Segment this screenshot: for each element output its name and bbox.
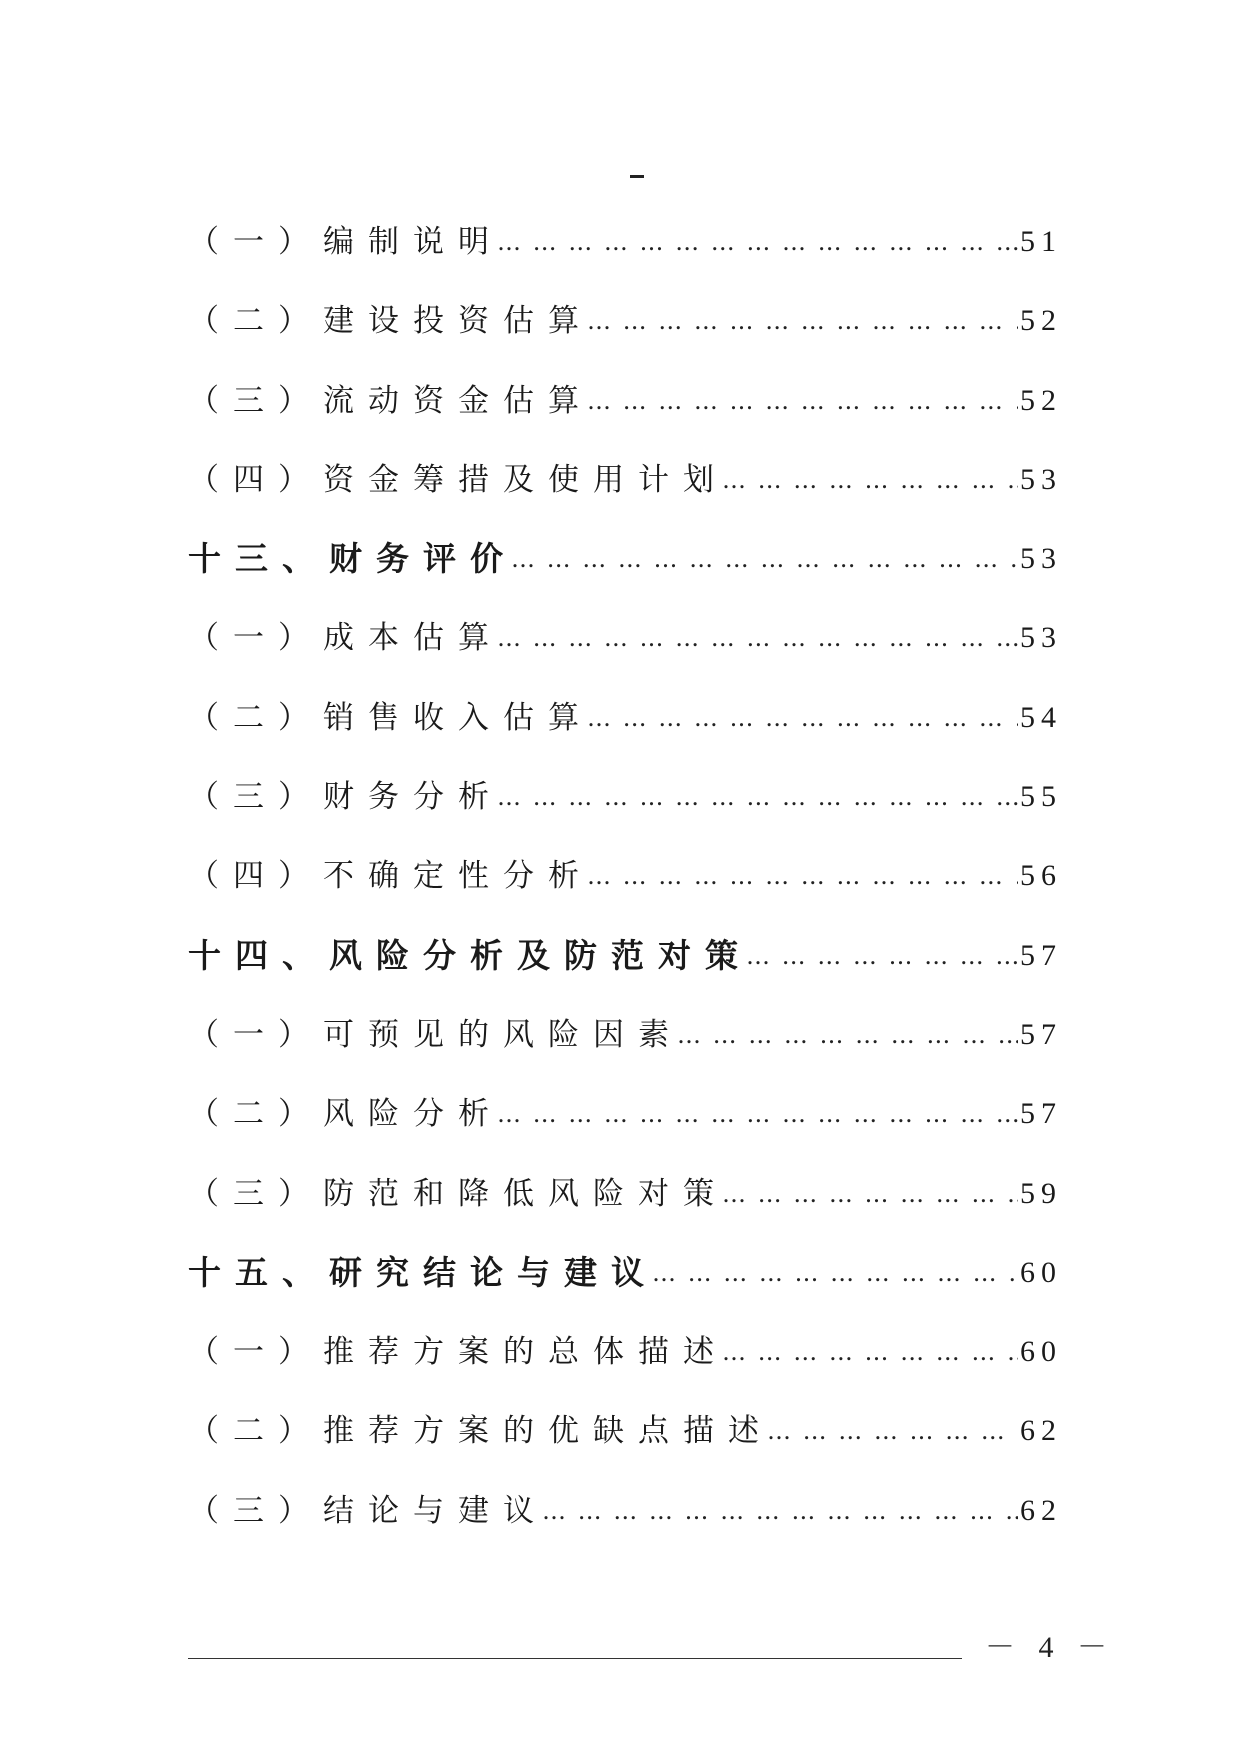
toc-entry-title: （三）财务分析 — [188, 779, 503, 816]
toc-entry-page: 57 — [1020, 1097, 1062, 1131]
toc-entry[interactable] — [188, 367, 1062, 446]
toc-chapter-entry[interactable] — [188, 922, 1062, 1001]
toc-leader-dots — [652, 1253, 1018, 1293]
toc-entry[interactable] — [188, 1080, 1062, 1159]
toc-entry-title: 十五、研究结论与建议 — [188, 1252, 658, 1292]
toc-entry-page: 62 — [1020, 1493, 1062, 1527]
toc-leader-dots — [511, 539, 1018, 579]
toc-entry-page: 56 — [1020, 859, 1062, 893]
toc-entry-title: （四）不确定性分析 — [188, 858, 593, 895]
toc-entry[interactable] — [188, 842, 1062, 921]
toc-entry[interactable] — [188, 684, 1062, 763]
toc-leader-dots — [722, 460, 1018, 500]
toc-entry-page: 55 — [1020, 780, 1062, 814]
toc-entry-page: 52 — [1020, 383, 1062, 417]
toc-entry[interactable] — [188, 604, 1062, 683]
toc-leader-dots — [497, 618, 1018, 658]
toc-chapter-entry[interactable] — [188, 525, 1062, 604]
toc-entry-title: 十三、财务评价 — [188, 539, 517, 579]
toc-entry-title: （三）结论与建议 — [188, 1492, 548, 1529]
toc-entry-page: 51 — [1020, 225, 1062, 258]
toc-entry-title: （一）编制说明 — [188, 224, 503, 260]
toc-entry-title: （二）建设投资估算 — [188, 303, 593, 340]
toc-entry-title: （三）防范和降低风险对策 — [188, 1175, 728, 1212]
toc-entry-title: （二）风险分析 — [188, 1096, 503, 1133]
toc-entry-page: 54 — [1020, 700, 1062, 734]
toc-entry-page: 60 — [1020, 1335, 1062, 1369]
toc-entry[interactable] — [188, 1477, 1062, 1556]
toc-entry-page: 52 — [1020, 304, 1062, 338]
footer-rule — [188, 1658, 962, 1659]
footer-page-number: － 4 － — [985, 1631, 1115, 1664]
toc-leader-dots — [677, 1015, 1018, 1055]
toc-entry-title: 十四、风险分析及防范对策 — [188, 935, 752, 975]
toc-entry-page: 57 — [1020, 938, 1062, 972]
toc-entry-title: （三）流动资金估算 — [188, 382, 593, 419]
toc-entry-title: （一）成本估算 — [188, 620, 503, 657]
toc-leader-dots — [722, 1332, 1018, 1372]
toc-entry[interactable] — [188, 208, 1062, 287]
toc-leader-dots — [587, 856, 1018, 896]
toc-entry-page: 53 — [1020, 621, 1062, 655]
toc-entry[interactable] — [188, 1001, 1062, 1080]
toc-leader-dots — [497, 777, 1018, 817]
toc-entry[interactable] — [188, 1318, 1062, 1397]
toc-entry-page: 62 — [1020, 1414, 1062, 1448]
toc-entry-title: （二）推荐方案的优缺点描述 — [188, 1413, 773, 1450]
toc-chapter-entry[interactable] — [188, 1239, 1062, 1318]
toc-entry-title: （二）销售收入估算 — [188, 699, 593, 736]
toc-entry[interactable] — [188, 1160, 1062, 1239]
toc-entry-title: （一）推荐方案的总体描述 — [188, 1334, 728, 1371]
table-of-contents — [188, 208, 1062, 1556]
toc-entry-page: 53 — [1020, 462, 1062, 496]
toc-entry[interactable] — [188, 287, 1062, 366]
toc-leader-dots — [497, 1094, 1018, 1134]
toc-leader-dots — [587, 301, 1018, 341]
toc-leader-dots — [746, 936, 1018, 976]
toc-entry-page: 59 — [1020, 1176, 1062, 1210]
toc-entry-page: 57 — [1020, 1017, 1062, 1051]
toc-leader-dots — [767, 1411, 1018, 1451]
toc-entry-title: （一）可预见的风险因素 — [188, 1016, 683, 1053]
toc-leader-dots — [587, 698, 1018, 738]
toc-entry-page: 60 — [1020, 1255, 1062, 1289]
toc-entry-page: 53 — [1020, 542, 1062, 576]
toc-leader-dots — [497, 222, 1018, 262]
toc-entry[interactable] — [188, 763, 1062, 842]
top-mark — [630, 175, 644, 178]
toc-leader-dots — [542, 1491, 1018, 1531]
toc-entry[interactable] — [188, 1397, 1062, 1476]
toc-entry[interactable] — [188, 446, 1062, 525]
toc-leader-dots — [587, 381, 1018, 421]
toc-leader-dots — [722, 1174, 1018, 1214]
toc-entry-title: （四）资金筹措及使用计划 — [188, 461, 728, 498]
